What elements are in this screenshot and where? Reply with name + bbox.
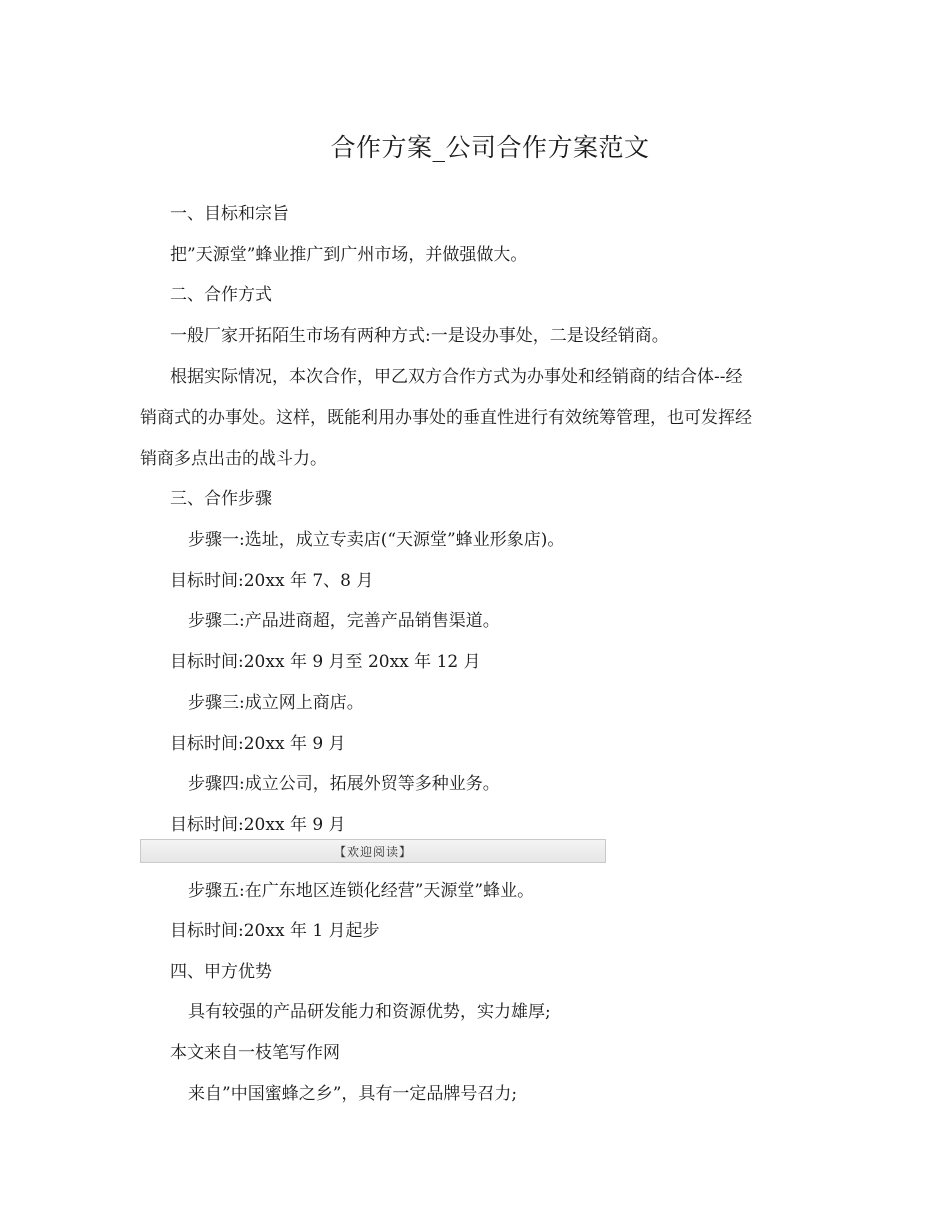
paragraph: 把”天源堂”蜂业推广到广州市场，并做强做大。 (170, 245, 528, 265)
welcome-banner[interactable] (140, 839, 606, 863)
section-heading-2: 二、合作方式 (170, 285, 272, 305)
paragraph-continuation: 销商多点出击的战斗力。 (140, 449, 327, 469)
section-heading-1: 一、目标和宗旨 (170, 204, 289, 224)
step-item: 步骤三:成立网上商店。 (188, 693, 364, 713)
advantage-item: 具有较强的产品研发能力和资源优势，实力雄厚; (188, 1002, 551, 1022)
target-time: 目标时间:20xx 年 1 月起步 (170, 921, 380, 941)
paragraph: 一般厂家开拓陌生市场有两种方式:一是设办事处，二是设经销商。 (170, 326, 669, 346)
target-time: 目标时间:20xx 年 9 月至 20xx 年 12 月 (170, 652, 481, 672)
paragraph-continuation: 销商式的办事处。这样，既能利用办事处的垂直性进行有效统筹管理，也可发挥经 (140, 408, 752, 428)
welcome-banner-label: 【欢迎阅读】 (333, 844, 412, 859)
target-time: 目标时间:20xx 年 9 月 (170, 734, 346, 754)
step-item: 步骤二:产品进商超，完善产品销售渠道。 (188, 611, 500, 631)
source-note: 本文来自一枝笔写作网 (170, 1043, 340, 1063)
target-time: 目标时间:20xx 年 7、8 月 (170, 571, 374, 591)
advantage-item: 来自”中国蜜蜂之乡”，具有一定品牌号召力; (188, 1084, 518, 1104)
paragraph: 根据实际情况，本次合作，甲乙双方合作方式为办事处和经销商的结合体--经 (170, 367, 743, 387)
step-item: 步骤一:选址，成立专卖店(“天源堂”蜂业形象店)。 (188, 530, 565, 550)
section-heading-3: 三、合作步骤 (170, 489, 272, 509)
step-item: 步骤四:成立公司，拓展外贸等多种业务。 (188, 774, 500, 794)
section-heading-4: 四、甲方优势 (170, 962, 272, 982)
target-time: 目标时间:20xx 年 9 月 (170, 815, 346, 835)
step-item: 步骤五:在广东地区连锁化经营”天源堂”蜂业。 (188, 881, 535, 901)
document-title: 合作方案_公司合作方案范文 (330, 133, 650, 162)
